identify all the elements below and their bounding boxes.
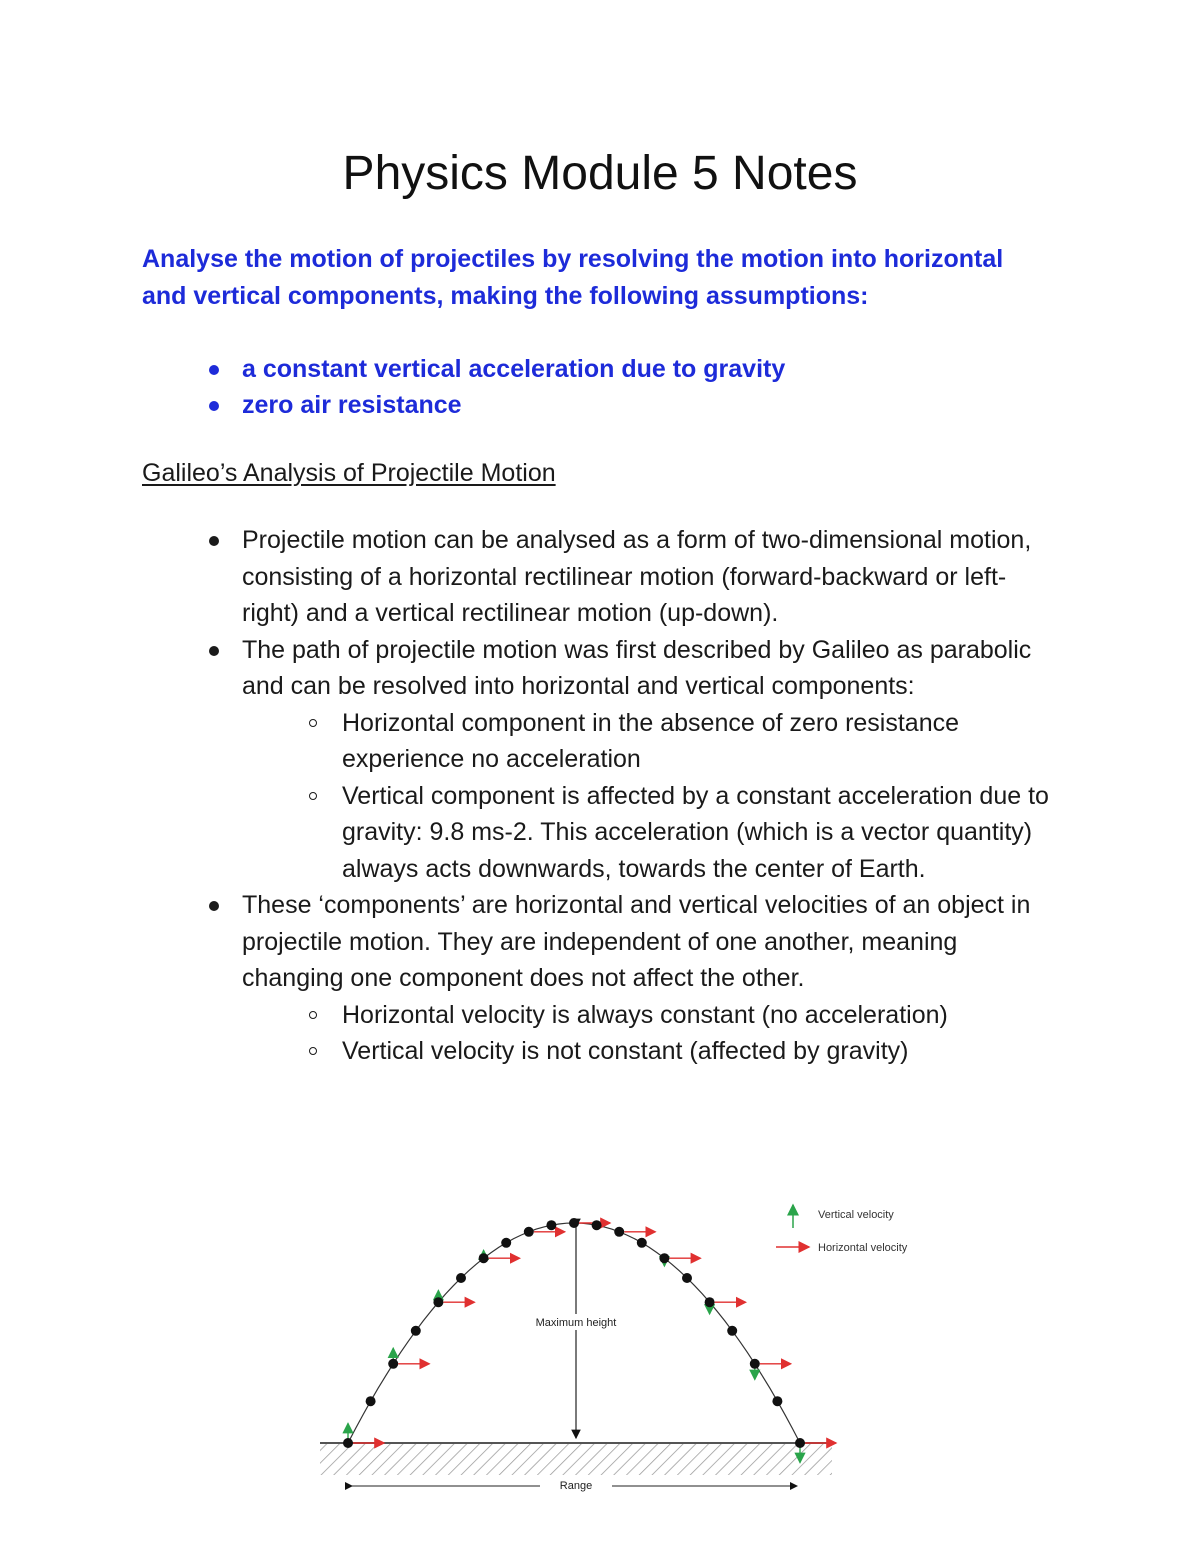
bullet-icon <box>209 901 219 911</box>
range-marker <box>352 1480 797 1492</box>
projectile-motion-diagram <box>300 1190 940 1510</box>
projectile-ball <box>479 1253 489 1263</box>
assumption-item <box>142 351 1042 387</box>
note-item <box>142 522 1062 632</box>
projectile-ball <box>569 1218 579 1228</box>
assumption-item <box>142 387 1042 423</box>
note-text: These ‘components’ are horizontal and vertical velocities of an object in projectile motion. They are independent of one another, meaning changing one component does not affect the other. <box>242 891 1031 992</box>
sub-note-text: Vertical velocity is not constant (affected by gravity) <box>342 1037 909 1065</box>
note-item <box>142 887 1062 997</box>
sub-note-text: Horizontal velocity is always constant (no acceleration) <box>342 1000 948 1029</box>
projectile-ball <box>727 1326 737 1336</box>
projectile-ball <box>456 1273 466 1283</box>
sub-bullet-icon <box>309 792 317 800</box>
sub-bullet-icon <box>309 1011 317 1019</box>
projectile-ball <box>343 1438 353 1448</box>
projectile-ball <box>750 1359 760 1369</box>
sub-note-item <box>142 705 1062 778</box>
section-heading: Galileo’s Analysis of Projectile Motion <box>142 459 556 487</box>
max-height-label: Maximum height <box>535 1317 617 1329</box>
range-label: Range <box>559 1480 593 1492</box>
notes-list <box>142 522 1062 1070</box>
note-text: Projectile motion can be analysed as a form of two-dimensional motion, consisting of a horizontal rectilinear motion (forward-backward or left-right) and a vertical rectilinear motion (up-down). <box>242 526 1032 627</box>
bullet-icon <box>209 365 219 375</box>
sub-note-item <box>142 997 1062 1034</box>
sub-note-text: Vertical component is affected by a constant acceleration due to gravity: 9.8 ms-2. This acceleration (which is a vector quantity) always acts downwards, towards the center of Earth. <box>342 781 1049 883</box>
projectile-ball <box>614 1227 624 1237</box>
syllabus-objective: Analyse the motion of projectiles by resolving the motion into horizontal and vertical components, making the following assumptions: <box>142 245 1004 310</box>
ground <box>320 1443 832 1475</box>
max-height-marker <box>528 1227 624 1438</box>
projectile-ball <box>682 1273 692 1283</box>
projectile-ball <box>388 1359 398 1369</box>
legend-vertical-label: Vertical velocity <box>818 1209 894 1221</box>
note-text: The path of projectile motion was first described by Galileo as parabolic and can be resolved into horizontal and vertical components: <box>242 635 1032 700</box>
note-item <box>142 632 1062 705</box>
sub-note-item <box>142 778 1062 888</box>
projectile-ball <box>433 1297 443 1307</box>
assumption-list <box>142 351 1042 423</box>
sub-note-text: Horizontal component in the absence of zero resistance experience no acceleration <box>342 708 960 773</box>
projectile-ball <box>637 1238 647 1248</box>
projectile-ball <box>795 1438 805 1448</box>
diagram-legend <box>776 1205 908 1254</box>
projectile-ball <box>524 1227 534 1237</box>
sub-bullet-icon <box>309 719 317 727</box>
legend-horizontal-label: Horizontal velocity <box>818 1242 908 1254</box>
sub-bullet-icon <box>309 1047 317 1055</box>
bullet-icon <box>209 401 219 411</box>
projectile-ball <box>659 1253 669 1263</box>
projectile-ball <box>366 1396 376 1406</box>
bullet-icon <box>209 536 219 546</box>
projectile-ball <box>501 1238 511 1248</box>
projectile-ball <box>592 1220 602 1230</box>
projectile-ball <box>411 1326 421 1336</box>
projectile-ball <box>705 1297 715 1307</box>
bullet-icon <box>209 646 219 656</box>
assumption-text: a constant vertical acceleration due to gravity <box>242 355 786 383</box>
trajectory-path <box>343 1218 836 1462</box>
page-title: Physics Module 5 Notes <box>342 147 858 200</box>
projectile-ball <box>772 1396 782 1406</box>
sub-note-item <box>142 1033 1062 1070</box>
projectile-ball <box>546 1220 556 1230</box>
assumption-text: zero air resistance <box>242 391 462 419</box>
